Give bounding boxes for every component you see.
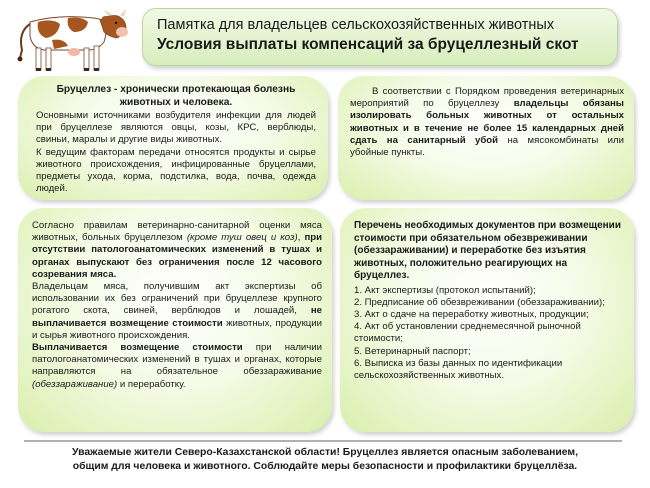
box3-p3d: и переработку. bbox=[117, 378, 186, 390]
box1-heading: Бруцеллез - хронически протекающая болезнь животных и человека. bbox=[56, 84, 296, 108]
box3-p1d: при отсутствии патологоанатомических изменений в тушах и органах выпускают без ограничения после 12 часового созревания мяса. bbox=[32, 232, 323, 280]
title-banner bbox=[142, 8, 618, 66]
box3-p2a: Владельцам мяса, получившим акт экспертизы об использовании их без ограничений при бруцеллезе крупного рогатого скота, свиней, верблюдов и лошадей, bbox=[32, 281, 322, 317]
box1-paragraph-2: К ведущим факторам передачи относятся продукты и сырье животного происхождения, инфицированные бруцеллами, предметы ухода, корма, подстилка, вода, почва, одежда людей. bbox=[36, 146, 316, 195]
footer-divider bbox=[24, 440, 622, 442]
box3-p1c: , bbox=[297, 232, 305, 244]
box2-text-3: на мясокомбинаты или убойные пункты. bbox=[350, 134, 624, 159]
title-line-2: Условия выплаты компенсаций за бруцеллезный скот bbox=[157, 36, 579, 53]
box3-paragraph-1 bbox=[32, 220, 322, 281]
cow-illustration bbox=[8, 6, 134, 74]
document-item: 4. Акт об установлении среднемесячной рыночной стоимости; bbox=[354, 321, 581, 345]
box3-paragraph-2 bbox=[32, 281, 322, 342]
box2-text-1: В соответствии с Порядком проведения ветеринарных мероприятий по бруцеллезу bbox=[350, 86, 624, 110]
document-item: 6. Выписка из базы данных по идентификации сельскохозяйственных животных. bbox=[354, 357, 563, 381]
box3-p2b: не выплачивается возмещение стоимости bbox=[32, 305, 322, 329]
documents-list-box bbox=[340, 208, 634, 432]
footer-notice bbox=[10, 446, 640, 474]
box4-heading: Перечень необходимых документов при возмещении стоимости при обязательном обезвреживании (обеззараживании) и переработке без изъятия животных, положительно реагирующих на бруцеллез. bbox=[354, 220, 621, 281]
footer-line-1: Уважаемые жители Северо-Казахстанской области! Бруцеллез является опасным заболеванием, bbox=[72, 447, 578, 458]
box3-p3a: Выплачивается возмещение стоимости bbox=[32, 342, 243, 354]
meat-evaluation-box bbox=[18, 208, 332, 432]
box3-p1b: (кроме туш овец и коз) bbox=[186, 232, 298, 244]
box2-text bbox=[350, 86, 624, 159]
box3-paragraph-3 bbox=[32, 342, 322, 391]
brucellosis-info-box bbox=[18, 76, 328, 200]
title-line-1: Памятка для владельцев сельскохозяйственных животных bbox=[157, 17, 555, 33]
document-item: 3. Акт о сдаче на переработку животных, продукции; bbox=[354, 308, 589, 320]
box2-text-bold: владельцы обязаны изолировать больных животных от остальных животных и в течение не более 15 календарных дней сдать на санитарный убой bbox=[350, 98, 624, 146]
footer-line-2: общим для человека и животного. Соблюдайте меры безопасности и профилактики бруцеллёза. bbox=[72, 461, 578, 472]
box3-p3c: (обеззараживание) bbox=[32, 378, 118, 390]
box1-paragraph-1: Основными источниками возбудителя инфекции для людей при бруцеллезе являются овцы, козы, КРС, верблюды, свиньи, маралы и другие виды животных. bbox=[36, 110, 316, 146]
document-item: 2. Предписание об обезвреживании (обеззараживании); bbox=[354, 296, 605, 308]
document-item: 5. Ветеринарный паспорт; bbox=[354, 345, 471, 357]
box3-p3b: при наличии патологоанатомических изменений в тушах и органах, которые направляются на обязательное обеззараживание bbox=[32, 342, 322, 378]
box3-p2c: животных, продукции и сырья животного происхождения. bbox=[32, 317, 322, 341]
owner-obligations-box bbox=[338, 76, 634, 200]
box3-p1a: Согласно правилам ветеринарно-санитарной оценки мяса животных, больных бруцеллезом bbox=[32, 220, 322, 244]
document-item: 1. Акт экспертизы (протокол испытаний); bbox=[354, 284, 536, 296]
